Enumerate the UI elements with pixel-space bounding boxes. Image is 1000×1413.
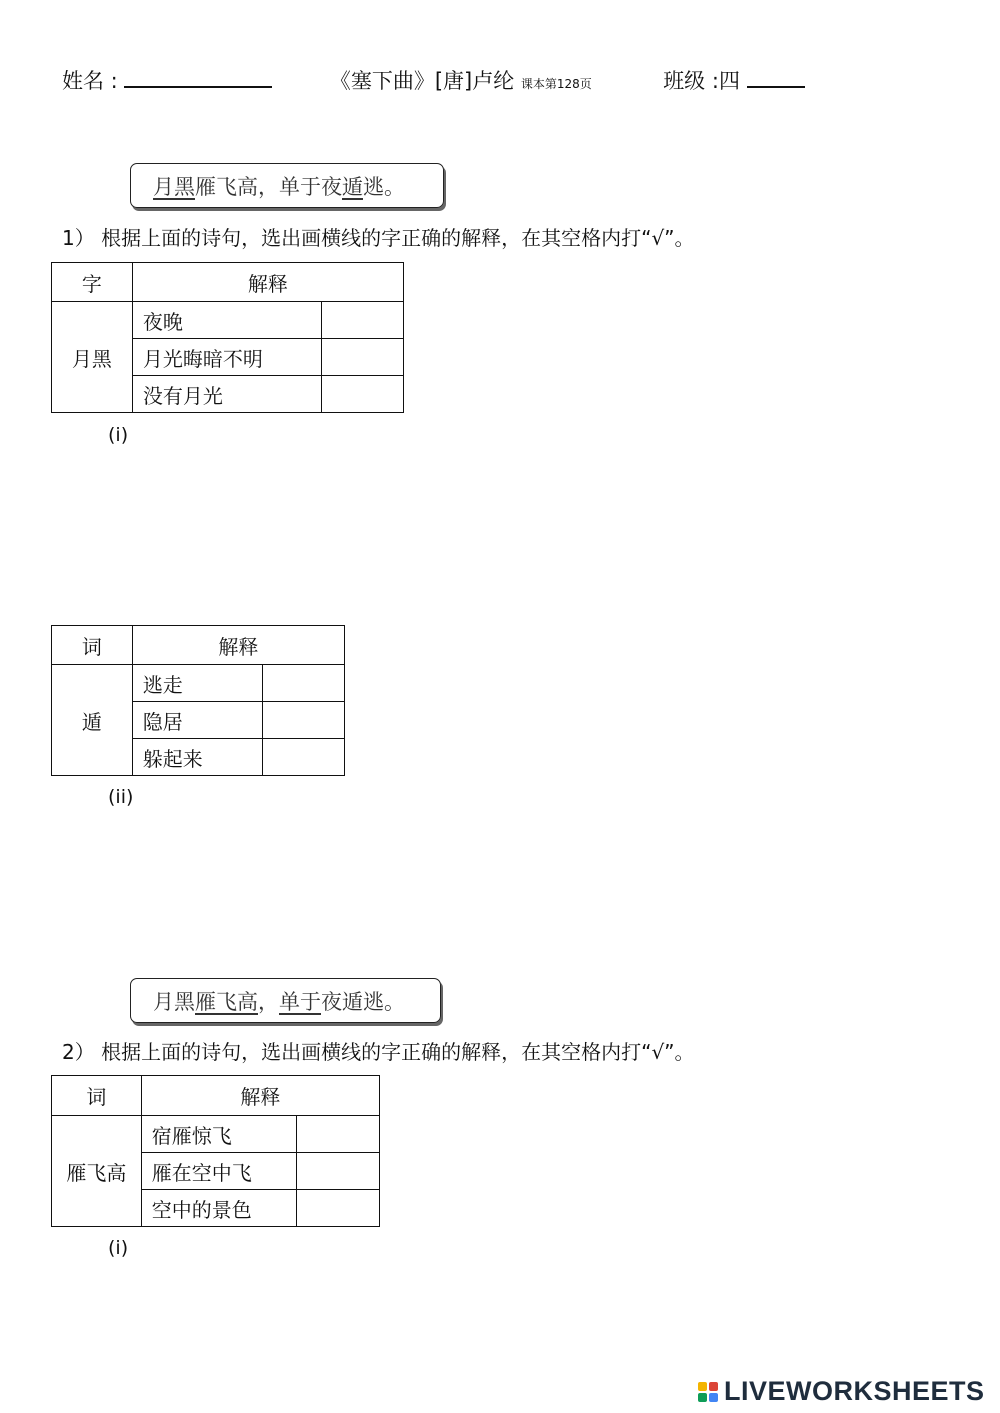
logo-text: LIVEWORKSHEETS xyxy=(724,1376,985,1406)
table-term: 遁 xyxy=(52,665,133,776)
sub-label-q2-i: (i) xyxy=(108,1237,129,1259)
page-reference: 课本第128页 xyxy=(520,77,592,91)
option-label: 月光晦暗不明 xyxy=(132,339,321,376)
header-row xyxy=(62,66,805,98)
sub-label-ii: (ii) xyxy=(108,786,134,808)
table-term: 月黑 xyxy=(52,302,133,413)
liveworksheets-logo xyxy=(698,1376,985,1407)
answer-box[interactable] xyxy=(297,1153,380,1190)
answer-box[interactable] xyxy=(263,739,345,776)
table-header-explanation: 解释 xyxy=(132,263,403,302)
option-label: 没有月光 xyxy=(132,376,321,413)
option-label: 逃走 xyxy=(132,665,263,702)
poem-underlined-yuehei: 月黑 xyxy=(153,174,195,199)
name-label: 姓名 : xyxy=(62,69,118,93)
answer-box[interactable] xyxy=(263,665,345,702)
poem-underlined-dun: 遁 xyxy=(342,174,363,199)
answer-box[interactable] xyxy=(322,302,404,339)
class-label: 班级 :四 xyxy=(663,69,740,93)
option-label: 雁在空中飞 xyxy=(141,1153,296,1190)
answer-box[interactable] xyxy=(297,1190,380,1227)
poem-title: 《塞下曲》[唐]卢纶 xyxy=(329,69,515,93)
table-q2-i xyxy=(51,1075,380,1227)
table-header-explanation: 解释 xyxy=(132,626,344,665)
table-q1-ii xyxy=(51,625,345,776)
answer-box[interactable] xyxy=(263,702,345,739)
poem-text-end: 夜遁逃。 xyxy=(321,989,405,1014)
answer-box[interactable] xyxy=(297,1116,380,1153)
option-label: 夜晚 xyxy=(132,302,321,339)
option-label: 躲起来 xyxy=(132,739,263,776)
option-label: 空中的景色 xyxy=(141,1190,296,1227)
logo-square xyxy=(698,1382,707,1391)
option-label: 宿雁惊飞 xyxy=(141,1116,296,1153)
poem-underlined-chanyu: 单于 xyxy=(279,989,321,1014)
table-term: 雁飞高 xyxy=(52,1116,142,1227)
class-blank-field[interactable] xyxy=(747,66,805,88)
answer-box[interactable] xyxy=(322,376,404,413)
answer-box[interactable] xyxy=(322,339,404,376)
poem-underlined-yanfeigao: 雁飞高 xyxy=(195,989,258,1014)
sub-label-i: (i) xyxy=(108,424,129,446)
table-header-word: 词 xyxy=(52,626,133,665)
poem-box-2 xyxy=(130,978,441,1023)
table-header-char: 字 xyxy=(52,263,133,302)
question-1: 1） 根据上面的诗句，选出画横线的字正确的解释，在其空格内打“√”。 xyxy=(62,226,695,250)
table-q1-i xyxy=(51,262,404,413)
poem-box-1 xyxy=(130,163,444,208)
poem-text-start: 月黑 xyxy=(153,989,195,1014)
name-blank-field[interactable] xyxy=(124,66,272,88)
poem-comma: ， xyxy=(258,989,279,1014)
liveworksheets-logo-icon xyxy=(698,1382,718,1402)
logo-square xyxy=(709,1382,718,1391)
table-header-word: 词 xyxy=(52,1076,142,1116)
option-label: 隐居 xyxy=(132,702,263,739)
poem-text-end: 逃。 xyxy=(363,174,405,199)
question-2: 2） 根据上面的诗句，选出画横线的字正确的解释，在其空格内打“√”。 xyxy=(62,1040,695,1064)
table-header-explanation: 解释 xyxy=(141,1076,379,1116)
logo-square xyxy=(709,1393,718,1402)
logo-square xyxy=(698,1393,707,1402)
poem-text: 雁飞高，单于夜 xyxy=(195,174,342,199)
